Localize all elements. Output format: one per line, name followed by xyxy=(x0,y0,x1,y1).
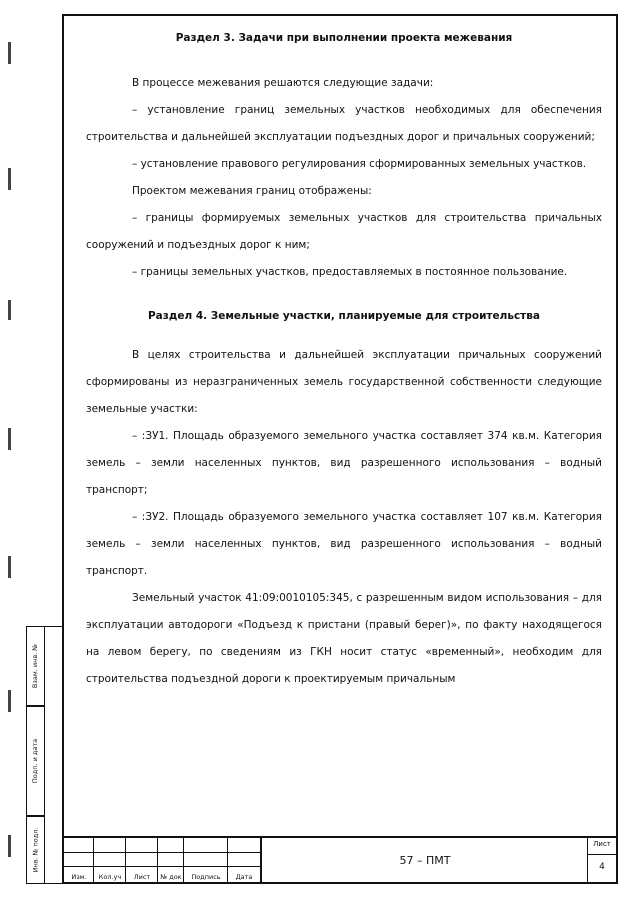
col-list-label: Лист xyxy=(133,873,151,881)
inv-podl-label: Инв. № подл. xyxy=(31,827,39,873)
margin-tick xyxy=(8,690,11,712)
paragraph: В целях строительства и дальнейшей эксплуатации причальных сооружений сформированы из неразграниченных земель государственной собственности следующие земельные участки: xyxy=(86,349,602,415)
side-stamp-col xyxy=(44,626,62,884)
paragraph: В процессе межевания решаются следующие задачи: xyxy=(132,77,434,89)
paragraph: – установление границ земельных участков необходимых для обеспечения строительства и дальнейшей эксплуатации подъездных дорог и причальных сооружений; xyxy=(86,104,602,143)
col-kolch-label: Кол.уч xyxy=(98,873,122,881)
margin-tick xyxy=(8,42,11,64)
col-data-label: Дата xyxy=(235,873,253,881)
margin-tick xyxy=(8,428,11,450)
sheet-label: Лист xyxy=(593,840,611,848)
paragraph: Земельный участок 41:09:0010105:345, с разрешенным видом использования – для эксплуатации автодороги «Подъезд к пристани (правый берег)», по факту находящегося на левом берегу, по сведениям из ГКН носит статус «временный», необходим для строительства подъездной дороги к проектируемым причальным xyxy=(86,592,602,685)
podp-data-label: Подп. и дата xyxy=(31,738,39,784)
sheet-box xyxy=(587,838,616,882)
paragraph: – границы формируемых земельных участков для строительства причальных сооружений и подъездных дорог к ним; xyxy=(86,212,602,251)
paragraph: – установление правового регулирования сформированных земельных участков. xyxy=(132,158,587,170)
page-frame xyxy=(62,14,618,884)
margin-tick xyxy=(8,556,11,578)
margin-tick xyxy=(8,168,11,190)
paragraph: – границы земельных участков, предоставляемых в постоянное пользование. xyxy=(132,266,568,278)
section-3-heading: Раздел 3. Задачи при выполнении проекта межевания xyxy=(175,32,513,44)
document-body xyxy=(86,26,602,693)
margin-tick xyxy=(8,835,11,857)
col-izm-label: Изм. xyxy=(71,873,87,881)
col-ndok-label: № док xyxy=(160,873,182,881)
document-code: 57 – ПМТ xyxy=(260,838,588,882)
col-podpis-label: Подпись xyxy=(191,873,221,881)
section-4-heading: Раздел 4. Земельные участки, планируемые для строительства xyxy=(147,310,541,322)
title-block xyxy=(64,836,616,882)
margin-tick xyxy=(8,300,11,320)
paragraph: – :ЗУ2. Площадь образуемого земельного участка составляет 107 кв.м. Категория земель – земли населенных пунктов, вид разрешенного использования – водный транспорт. xyxy=(86,511,602,577)
sheet-number: 4 xyxy=(599,862,605,872)
paragraph: Проектом межевания границ отображены: xyxy=(132,185,372,197)
paragraph: – :ЗУ1. Площадь образуемого земельного участка составляет 374 кв.м. Категория земель – земли населенных пунктов, вид разрешенного использования – водный транспорт; xyxy=(86,430,602,496)
vzam-inv-label: Взам. инв. № xyxy=(31,643,40,689)
